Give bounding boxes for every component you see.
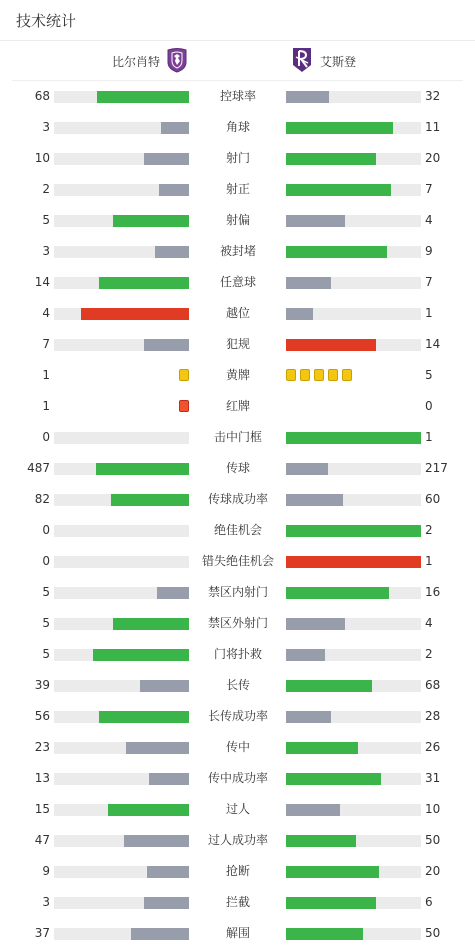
stat-label: 黄牌 <box>225 368 250 382</box>
away-bar-track <box>286 277 421 289</box>
away-bar-track <box>286 215 421 227</box>
stat-label: 拦截 <box>225 895 250 909</box>
stat-row <box>0 267 475 298</box>
home-bar-fill <box>147 866 189 878</box>
away-bar-fill <box>286 835 356 847</box>
away-team[interactable] <box>292 46 356 76</box>
away-value: 11 <box>425 120 441 134</box>
away-bar-fill <box>286 711 331 723</box>
away-bar-track <box>286 122 421 134</box>
away-bar-fill <box>286 804 340 816</box>
away-value: 1 <box>425 554 433 568</box>
stat-row <box>0 298 475 329</box>
home-bar-track <box>54 494 189 506</box>
home-value: 487 <box>27 461 50 475</box>
away-value: 2 <box>425 523 433 537</box>
team-header <box>0 46 475 76</box>
stat-row <box>0 639 475 670</box>
home-value: 0 <box>42 523 50 537</box>
stat-row <box>0 453 475 484</box>
away-bar-fill <box>286 153 376 165</box>
stat-label: 过人 <box>225 802 250 816</box>
away-bar-track <box>286 339 421 351</box>
home-value: 37 <box>34 926 50 940</box>
away-value: 7 <box>425 182 433 196</box>
stat-row <box>0 81 475 112</box>
home-bar-fill <box>108 804 189 816</box>
home-bar-track <box>54 742 189 754</box>
page-title: 技术统计 <box>16 12 77 30</box>
home-value: 1 <box>42 399 50 413</box>
home-bar-track <box>54 308 189 320</box>
home-bar-fill <box>149 773 190 785</box>
home-bar-track <box>54 835 189 847</box>
away-bar-fill <box>286 618 345 630</box>
home-cards <box>179 369 189 381</box>
home-value: 5 <box>42 647 50 661</box>
away-bar-track <box>286 587 421 599</box>
stat-label: 过人成功率 <box>207 833 268 847</box>
stat-row <box>0 143 475 174</box>
yellow-card-icon <box>286 369 296 381</box>
away-bar-track <box>286 184 421 196</box>
away-value: 7 <box>425 275 433 289</box>
away-bar-track <box>286 463 421 475</box>
home-bar-fill <box>93 649 189 661</box>
away-bar-track <box>286 246 421 258</box>
home-bar-fill <box>126 742 189 754</box>
away-value: 60 <box>425 492 441 506</box>
title-divider <box>0 40 475 41</box>
stat-label: 长传 <box>225 678 250 692</box>
away-value: 14 <box>425 337 441 351</box>
away-value: 5 <box>425 368 433 382</box>
home-value: 9 <box>42 864 50 878</box>
home-value: 0 <box>42 430 50 444</box>
home-value: 82 <box>34 492 50 506</box>
home-bar-track <box>54 897 189 909</box>
away-bar-fill <box>286 742 358 754</box>
home-value: 3 <box>42 895 50 909</box>
away-bar-fill <box>286 680 372 692</box>
stat-row <box>0 422 475 453</box>
home-team-logo-icon <box>166 47 188 76</box>
away-value: 2 <box>425 647 433 661</box>
home-bar-track <box>54 525 189 537</box>
stat-label: 射门 <box>225 151 250 165</box>
home-value: 68 <box>34 89 50 103</box>
home-value: 39 <box>34 678 50 692</box>
away-value: 1 <box>425 306 433 320</box>
home-bar-track <box>54 91 189 103</box>
away-bar-track <box>286 525 421 537</box>
away-value: 6 <box>425 895 433 909</box>
home-bar-fill <box>140 680 189 692</box>
away-bar-fill <box>286 184 391 196</box>
stat-label: 射偏 <box>225 213 250 227</box>
away-bar-fill <box>286 773 381 785</box>
home-bar-track <box>54 277 189 289</box>
stat-label: 长传成功率 <box>207 709 268 723</box>
away-bar-fill <box>286 866 379 878</box>
stat-label: 传中成功率 <box>207 771 268 785</box>
home-bar-fill <box>96 463 189 475</box>
stat-row <box>0 360 475 391</box>
away-value: 68 <box>425 678 441 692</box>
home-bar-track <box>54 246 189 258</box>
stat-row <box>0 608 475 639</box>
away-bar-fill <box>286 432 421 444</box>
home-value: 47 <box>34 833 50 847</box>
away-bar-track <box>286 91 421 103</box>
stat-row <box>0 484 475 515</box>
yellow-card-icon <box>342 369 352 381</box>
home-bar-fill <box>157 587 189 599</box>
away-bar-track <box>286 866 421 878</box>
home-value: 5 <box>42 585 50 599</box>
home-value: 56 <box>34 709 50 723</box>
stat-row <box>0 701 475 732</box>
stat-label: 射正 <box>225 182 250 196</box>
away-value: 32 <box>425 89 441 103</box>
stat-label: 传球 <box>225 461 250 475</box>
away-value: 0 <box>425 399 433 413</box>
away-bar-track <box>286 835 421 847</box>
away-value: 4 <box>425 616 433 630</box>
home-bar-fill <box>97 91 189 103</box>
home-team[interactable] <box>112 46 188 76</box>
home-value: 14 <box>34 275 50 289</box>
home-cards <box>179 400 189 412</box>
away-bar-fill <box>286 246 387 258</box>
home-bar-track <box>54 618 189 630</box>
away-bar-track <box>286 556 421 568</box>
home-bar-fill <box>144 153 189 165</box>
away-bar-track <box>286 494 421 506</box>
home-bar-fill <box>99 277 189 289</box>
home-bar-fill <box>113 215 189 227</box>
stat-row <box>0 732 475 763</box>
stat-row <box>0 763 475 794</box>
away-value: 217 <box>425 461 448 475</box>
stat-row <box>0 670 475 701</box>
yellow-card-icon <box>300 369 310 381</box>
away-bar-track <box>286 680 421 692</box>
away-value: 20 <box>425 151 441 165</box>
away-value: 28 <box>425 709 441 723</box>
stat-row <box>0 329 475 360</box>
home-bar-fill <box>144 897 189 909</box>
away-bar-track <box>286 618 421 630</box>
home-value: 0 <box>42 554 50 568</box>
home-bar-track <box>54 153 189 165</box>
stat-label: 角球 <box>225 120 250 134</box>
stat-row <box>0 577 475 608</box>
away-cards <box>286 369 352 381</box>
stat-label: 抢断 <box>225 864 250 878</box>
stat-label: 解围 <box>225 926 250 940</box>
away-bar-fill <box>286 91 329 103</box>
stat-label: 越位 <box>225 306 250 320</box>
home-bar-track <box>54 587 189 599</box>
stat-label: 传中 <box>225 740 250 754</box>
stat-row <box>0 205 475 236</box>
away-value: 16 <box>425 585 441 599</box>
stat-row <box>0 174 475 205</box>
away-value: 31 <box>425 771 441 785</box>
away-bar-fill <box>286 587 389 599</box>
home-bar-track <box>54 649 189 661</box>
stat-label: 传球成功率 <box>207 492 268 506</box>
away-bar-track <box>286 773 421 785</box>
home-value: 3 <box>42 120 50 134</box>
stat-row <box>0 794 475 825</box>
away-bar-fill <box>286 556 421 568</box>
red-card-icon <box>179 400 189 412</box>
stat-label: 犯规 <box>225 337 250 351</box>
away-value: 10 <box>425 802 441 816</box>
home-bar-track <box>54 773 189 785</box>
yellow-card-icon <box>328 369 338 381</box>
home-bar-fill <box>124 835 189 847</box>
away-value: 50 <box>425 833 441 847</box>
stats-list <box>0 81 475 949</box>
home-bar-fill <box>155 246 189 258</box>
away-team-name: 艾斯登 <box>320 54 357 69</box>
away-bar-fill <box>286 897 376 909</box>
home-bar-fill <box>159 184 189 196</box>
away-bar-fill <box>286 339 376 351</box>
home-value: 10 <box>34 151 50 165</box>
away-value: 4 <box>425 213 433 227</box>
home-bar-fill <box>81 308 189 320</box>
away-value: 50 <box>425 926 441 940</box>
stat-label: 绝佳机会 <box>213 523 262 537</box>
stat-row <box>0 515 475 546</box>
home-value: 3 <box>42 244 50 258</box>
home-bar-track <box>54 215 189 227</box>
home-value: 5 <box>42 616 50 630</box>
home-bar-fill <box>161 122 189 134</box>
away-bar-track <box>286 308 421 320</box>
home-bar-track <box>54 711 189 723</box>
away-bar-track <box>286 804 421 816</box>
stat-label: 击中门框 <box>213 430 262 444</box>
home-bar-track <box>54 432 189 444</box>
home-value: 15 <box>34 802 50 816</box>
home-bar-track <box>54 928 189 940</box>
home-bar-fill <box>144 339 189 351</box>
home-bar-track <box>54 804 189 816</box>
away-bar-track <box>286 432 421 444</box>
away-bar-track <box>286 928 421 940</box>
stat-label: 被封堵 <box>219 244 256 258</box>
stat-row <box>0 546 475 577</box>
away-value: 26 <box>425 740 441 754</box>
home-bar-fill <box>111 494 189 506</box>
stat-row <box>0 112 475 143</box>
yellow-card-icon <box>179 369 189 381</box>
home-team-name: 比尔肖特 <box>111 54 160 69</box>
stat-row <box>0 391 475 422</box>
away-bar-track <box>286 649 421 661</box>
away-bar-track <box>286 153 421 165</box>
yellow-card-icon <box>314 369 324 381</box>
away-bar-fill <box>286 308 313 320</box>
away-bar-track <box>286 897 421 909</box>
home-value: 7 <box>42 337 50 351</box>
stat-row <box>0 887 475 918</box>
away-bar-fill <box>286 928 363 940</box>
home-bar-fill <box>131 928 189 940</box>
stat-label: 门将扑救 <box>213 647 262 661</box>
away-bar-fill <box>286 463 328 475</box>
home-bar-track <box>54 556 189 568</box>
home-bar-track <box>54 339 189 351</box>
stat-label: 红牌 <box>225 399 250 413</box>
away-bar-fill <box>286 525 421 537</box>
away-bar-track <box>286 742 421 754</box>
away-value: 20 <box>425 864 441 878</box>
stat-label: 禁区内射门 <box>207 585 268 599</box>
home-value: 13 <box>34 771 50 785</box>
away-bar-fill <box>286 215 345 227</box>
home-value: 5 <box>42 213 50 227</box>
home-value: 23 <box>34 740 50 754</box>
stat-row <box>0 856 475 887</box>
home-value: 2 <box>42 182 50 196</box>
home-bar-fill <box>99 711 189 723</box>
away-bar-fill <box>286 277 331 289</box>
stat-label: 禁区外射门 <box>207 616 268 630</box>
home-bar-track <box>54 866 189 878</box>
away-bar-fill <box>286 122 393 134</box>
home-bar-fill <box>113 618 189 630</box>
away-team-logo-icon <box>292 47 312 76</box>
away-bar-track <box>286 711 421 723</box>
stat-row <box>0 918 475 949</box>
away-bar-fill <box>286 649 325 661</box>
home-value: 4 <box>42 306 50 320</box>
stat-row <box>0 825 475 856</box>
home-bar-track <box>54 184 189 196</box>
stat-label: 控球率 <box>219 89 256 103</box>
home-bar-track <box>54 463 189 475</box>
away-value: 9 <box>425 244 433 258</box>
home-bar-track <box>54 122 189 134</box>
home-value: 1 <box>42 368 50 382</box>
stat-row <box>0 236 475 267</box>
home-bar-track <box>54 680 189 692</box>
away-value: 1 <box>425 430 433 444</box>
stat-label: 错失绝佳机会 <box>201 554 274 568</box>
stat-label: 任意球 <box>219 275 256 289</box>
away-bar-fill <box>286 494 343 506</box>
